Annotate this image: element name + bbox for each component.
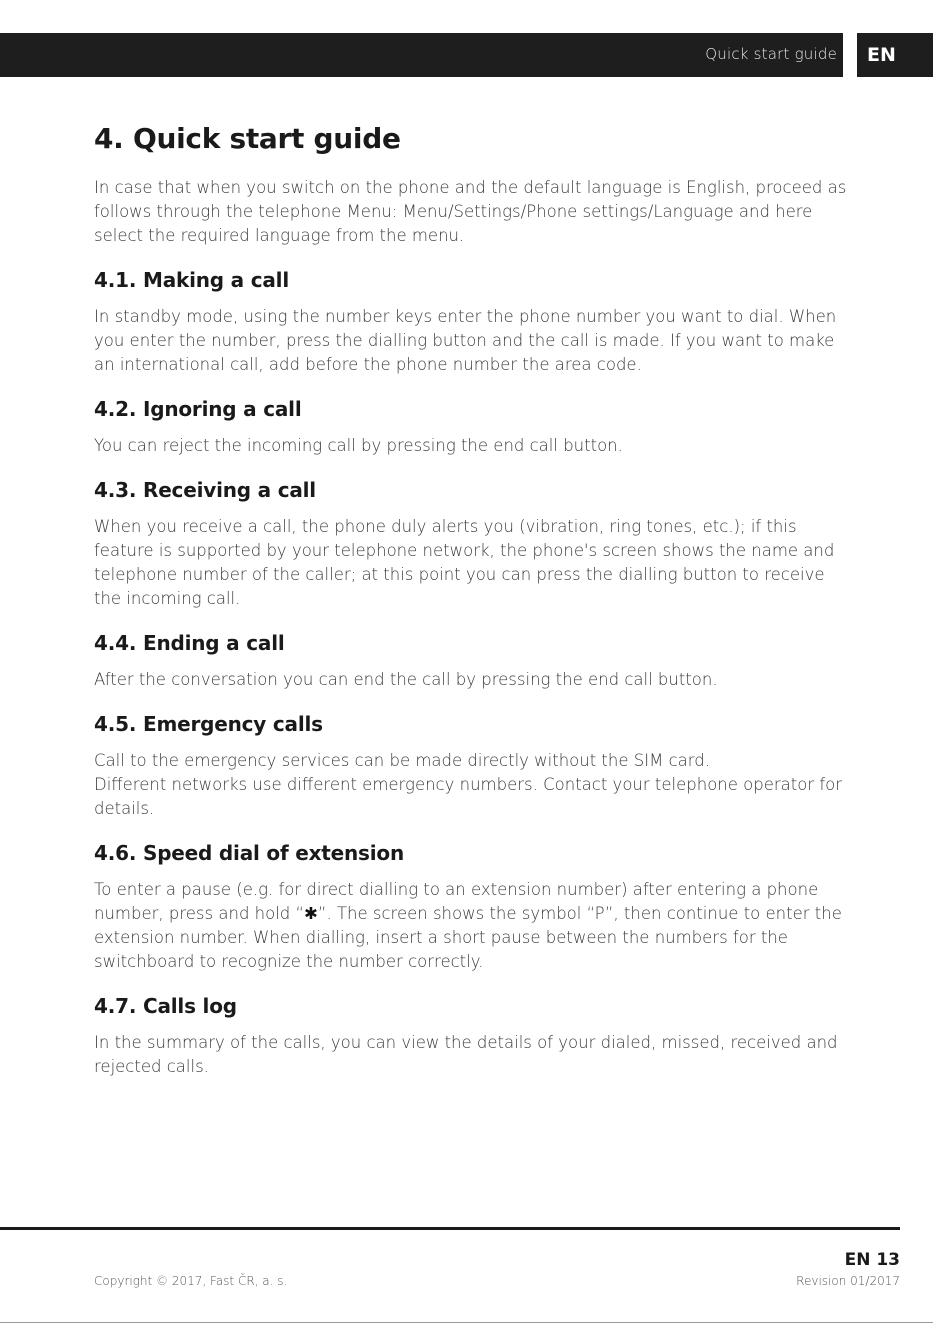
section-text-ignoring-call: You can reject the incoming call by pressing the end call button. (94, 436, 623, 455)
intro-paragraph: In case that when you switch on the phone and the default language is English, proceed as follows through the telephone Menu: Menu/Settings/Phone settings/Language and here select the required language from the menu. (94, 178, 847, 245)
section-text-speed-dial (94, 878, 854, 974)
footer-rule (0, 1227, 900, 1230)
section-title-calls-log: 4.7. Calls log (94, 994, 237, 1018)
section-text-receiving-call: When you receive a call, the phone duly alerts you (vibration, ring tones, etc.); if this feature is supported by your telephone network, the phone's screen shows the name and telephone number of the caller; at this point you can press the dialling button to receive the incoming call. (94, 517, 835, 608)
page-title: 4. Quick start guide (94, 122, 401, 155)
bottom-rule (0, 1322, 933, 1323)
star-key-icon: ✱ (304, 904, 318, 923)
language-tab: EN (857, 33, 933, 77)
section-title-emergency-calls: 4.5. Emergency calls (94, 712, 323, 736)
section-title-making-call: 4.1. Making a call (94, 268, 289, 292)
section-title-ignoring-call: 4.2. Ignoring a call (94, 397, 302, 421)
section-text-emergency-calls-1: Call to the emergency services can be made directly without the SIM card. (94, 751, 710, 770)
section-text-ending-call: After the conversation you can end the call by pressing the end call button. (94, 670, 718, 689)
section-title-speed-dial: 4.6. Speed dial of extension (94, 841, 404, 865)
header-title: Quick start guide (705, 45, 837, 63)
copyright-text: Copyright © 2017, Fast ČR, a. s. (94, 1274, 288, 1288)
section-text-emergency-calls-2: Different networks use different emergency numbers. Contact your telephone operator for details. (94, 775, 843, 818)
revision-text: Revision 01/2017 (796, 1274, 900, 1288)
speed-dial-text-part-1: To enter a pause (e.g. for direct dialling to an extension number) after entering a phone number, press and hold “ (94, 880, 819, 923)
speed-dial-text-part-2: ”. The screen shows the symbol “P”, then continue to enter the extension number. When dialling, insert a short pause between the numbers for the switchboard to recognize the number correctly. (94, 904, 842, 971)
section-title-receiving-call: 4.3. Receiving a call (94, 478, 316, 502)
main-content (94, 120, 854, 1097)
header-bar (0, 33, 843, 77)
section-text-making-call: In standby mode, using the number keys enter the phone number you want to dial. When you enter the number, press the dialling button and the call is made. If you want to make an international call, add before the phone number the area code. (94, 307, 837, 374)
section-title-ending-call: 4.4. Ending a call (94, 631, 285, 655)
page-number: EN 13 (844, 1250, 900, 1270)
section-text-calls-log: In the summary of the calls, you can view the details of your dialed, missed, received and rejected calls. (94, 1033, 838, 1076)
